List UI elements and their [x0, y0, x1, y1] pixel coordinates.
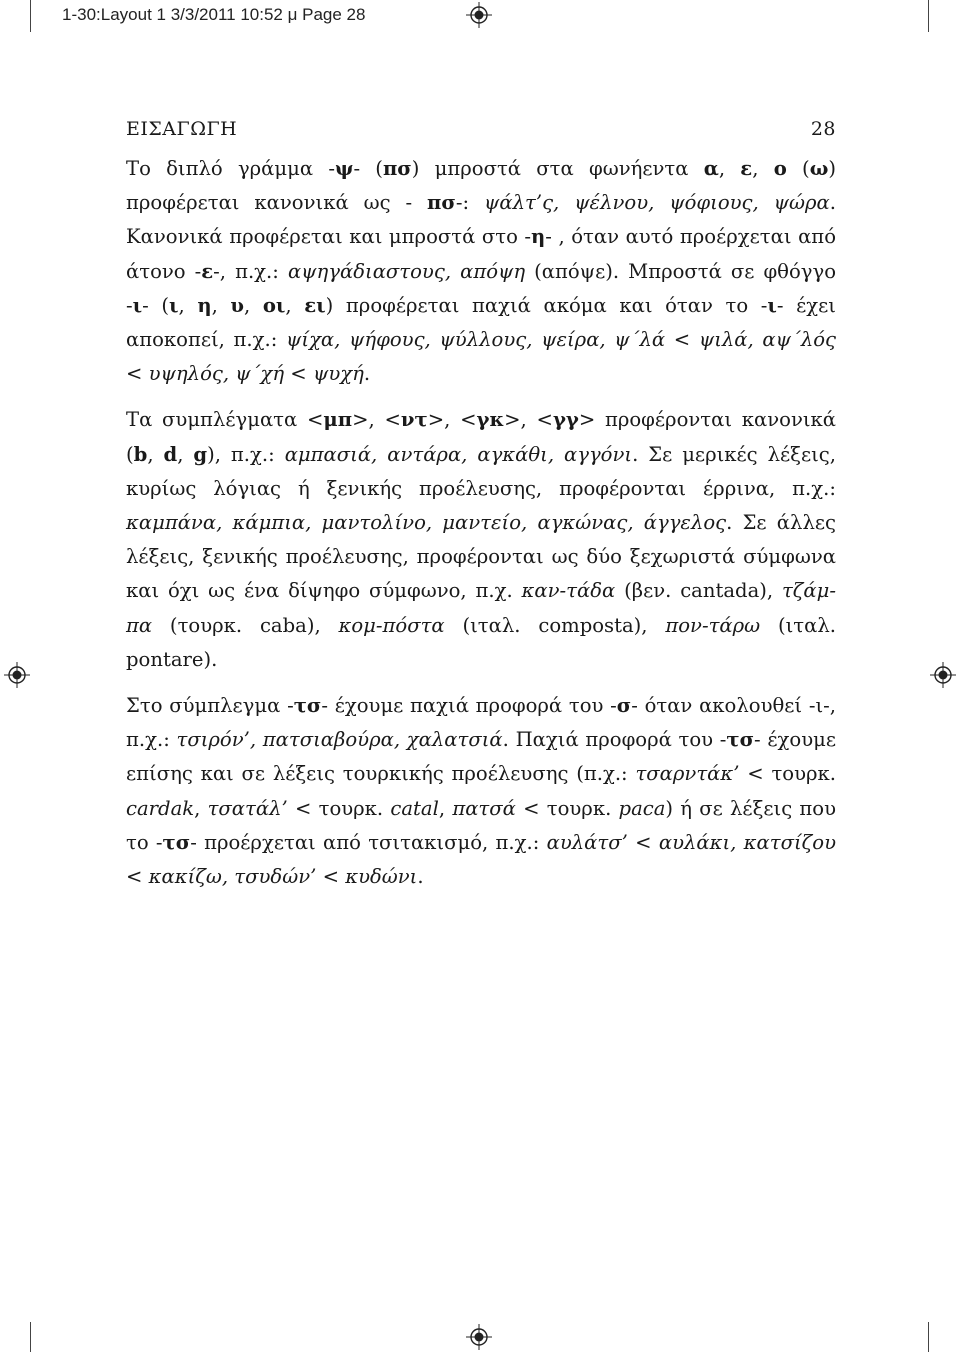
text-run: ) προφέρεται παχιά ακόμα και όταν το -	[325, 293, 768, 317]
bold-run: τσ	[293, 694, 322, 718]
text-run: ,	[194, 796, 208, 820]
text-run: . Παχιά προφορά του -	[502, 728, 727, 752]
bold-run: g	[193, 442, 208, 466]
bold-run: υ	[230, 293, 245, 317]
italic-run: ψίχα, ψήφους, ψύλλους, ψείρα, ψ΄λά < ψιλά, αψ΄λός < υψηλός, ψ΄χή < ψυχή	[126, 328, 837, 386]
italic-run: τσατάλ’	[207, 796, 288, 820]
crop-mark-top-right	[928, 0, 929, 32]
text-run: -:	[455, 191, 484, 215]
text-run: .	[363, 362, 371, 386]
italic-run: αμπασιά, αντάρα, αγκάθι, αγγόνι	[284, 442, 633, 466]
bold-run: ι	[132, 293, 143, 317]
text-run: ,	[718, 157, 741, 180]
italic-run: ψάλτ’ς, ψέλνου, ψόφιους, ψώρα	[483, 191, 830, 215]
text-run: . Σε μερικές λέξεις, κυρίως λόγιας ή ξενικής προέλευσης, προφέρονται έρρινα, π.χ.:	[126, 442, 836, 500]
text-run: . Σε άλλες λέξεις, ξενικής προέλευσης, προφέρονται ως δύο ξεχωριστά σύμφωνα και όχι ως ένα δίψηφο σύμφωνο, π.χ.	[126, 511, 836, 603]
bold-run: σ	[616, 694, 632, 718]
text-run: ,	[211, 293, 231, 317]
italic-run: τσιρόν’, πατσιαβούρα, χαλατσιά	[176, 728, 503, 752]
italic-run: catal	[390, 796, 439, 820]
text-run: < τουρκ.	[515, 796, 619, 820]
italic-run: αυλάτσ’ < αυλάκι, κατσίζου < κακίζω, τσυδών’ < κυδώνι	[126, 830, 836, 889]
text-run: >, <	[427, 408, 477, 432]
text-run: ), π.χ.:	[207, 442, 285, 466]
bold-run: α	[703, 157, 719, 180]
paragraph-ts	[126, 689, 836, 894]
text-run: ) μπροστά στα φωνήεντα	[411, 157, 704, 180]
slug-text: 1-30:Layout 1 3/3/2011 10:52 μ Page 28	[62, 5, 366, 24]
text-run: Το διπλό γράμμα -	[126, 157, 335, 180]
text-run: - έχουμε παχιά προφορά του -	[321, 694, 617, 718]
italic-run: κομ-πόστα	[338, 613, 445, 637]
page-number: 28	[810, 118, 836, 140]
italic-run: τσαρντάκ’	[635, 762, 740, 786]
bold-run: ε	[740, 157, 753, 180]
registration-mark-top-icon	[466, 2, 492, 28]
bold-run: d	[163, 442, 178, 466]
crop-mark-bottom-right	[928, 1322, 929, 1352]
text-run: (	[786, 157, 810, 180]
text-run: ,	[285, 293, 305, 317]
registration-mark-right-icon	[930, 662, 956, 688]
bold-run: η	[197, 293, 212, 317]
text-run: - (	[142, 293, 169, 317]
italic-run: paca	[618, 796, 666, 820]
text-run: ) προφέρεται κανονικά ως -	[126, 157, 836, 215]
running-header	[126, 118, 836, 148]
italic-run: πατσά	[452, 796, 516, 820]
crop-mark-bottom-left	[30, 1322, 31, 1352]
bold-run: γκ	[476, 408, 505, 432]
text-run: (απόψε). Μπροστά σε φθόγγο -	[126, 259, 836, 317]
text-run: >, <	[352, 408, 401, 432]
italic-run: cardak	[126, 796, 195, 820]
text-run: ,	[752, 157, 774, 180]
bold-run: ω	[809, 157, 829, 180]
italic-run: τζάμ-πα	[126, 579, 836, 637]
italic-run: πον-τάρω	[665, 613, 761, 637]
bold-run: ει	[304, 293, 326, 317]
text-run: Στο σύμπλεγμα -	[126, 694, 294, 718]
text-run: - όταν ακολουθεί -ι-, π.χ.:	[126, 694, 836, 752]
bold-run: ντ	[400, 408, 428, 432]
text-run: ,	[438, 796, 453, 820]
text-run: (βεν. cantada),	[615, 579, 782, 603]
registration-mark-left-icon	[4, 662, 30, 688]
text-run: - έχει αποκοπεί, π.χ.:	[126, 293, 836, 352]
bold-run: b	[133, 442, 148, 466]
text-run: -, π.χ.:	[213, 259, 288, 283]
text-run: - προέρχεται από τσιτακισμό, π.χ.:	[190, 830, 547, 854]
bold-run: πσ	[382, 157, 412, 180]
bold-run: τσ	[162, 830, 191, 854]
text-run: < τουρκ.	[739, 762, 836, 786]
bold-run: γγ	[552, 408, 579, 432]
bold-run: ε	[201, 259, 214, 283]
text-run: Τα συμπλέγματα <	[126, 408, 324, 432]
text-run: (τουρκ. caba),	[152, 613, 339, 637]
bold-run: τσ	[726, 728, 755, 752]
text-run: ,	[244, 293, 263, 317]
text-run: ,	[178, 293, 198, 317]
bold-run: πσ	[427, 191, 456, 215]
text-run: - έχουμε επίσης και σε λέξεις τουρκικής προέλευσης (π.χ.:	[126, 728, 836, 786]
text-run: (ιταλ. pontare).	[126, 613, 837, 671]
text-run: ,	[147, 442, 164, 466]
bold-run: ι	[767, 293, 777, 317]
bold-run: ψ	[334, 157, 354, 180]
text-run: >, <	[504, 408, 553, 432]
text-run: - , όταν αυτό προέρχεται από άτονο -	[126, 225, 836, 283]
text-run: (ιταλ. composta),	[444, 613, 666, 637]
bold-run: μπ	[323, 408, 353, 432]
italic-run: αψηγάδιαστους, απόψη	[287, 259, 526, 283]
bold-run: ι	[168, 293, 179, 317]
text-run: . Κανονικά προφέρεται και μπροστά στο -	[126, 191, 836, 249]
text-run: ,	[177, 442, 194, 466]
text-run: ) ή σε λέξεις που το -	[126, 796, 836, 854]
paragraph-clusters	[126, 403, 836, 677]
registration-mark-bottom-icon	[466, 1324, 492, 1350]
bold-run: οι	[262, 293, 286, 317]
text-run: < τουρκ.	[287, 796, 391, 820]
text-run: - (	[353, 157, 383, 180]
paragraph-psi	[126, 152, 836, 391]
italic-run: καμπάνα, κάμπια, μαντολίνο, μαντείο, αγκώνας, άγγελος	[126, 511, 727, 535]
body-text	[126, 152, 836, 906]
italic-run: καν-τάδα	[521, 579, 616, 603]
bold-run: ο	[773, 157, 787, 180]
crop-mark-top-left	[30, 0, 31, 32]
text-run: > προφέρονται κανονικά (	[126, 408, 837, 466]
bold-run: η	[531, 225, 546, 249]
text-run: .	[417, 865, 424, 889]
section-title: ΕΙΣΑΓΩΓΗ	[126, 118, 238, 140]
